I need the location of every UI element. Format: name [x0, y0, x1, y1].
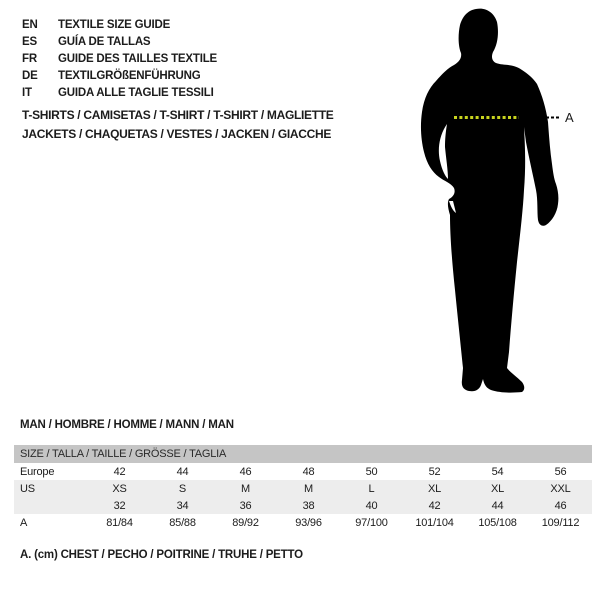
size-cell: 42	[113, 465, 126, 478]
size-cell: 38	[302, 499, 315, 512]
man-silhouette-svg	[390, 0, 600, 400]
language-code: DE	[22, 69, 38, 82]
language-row	[22, 50, 217, 67]
size-cell: 50	[365, 465, 378, 478]
size-cell: 89/92	[232, 516, 259, 529]
language-row	[22, 33, 217, 50]
row-label: US	[20, 482, 35, 495]
chest-measure-footnote: A. (cm) CHEST / PECHO / POITRINE / TRUHE / PETTO	[20, 549, 303, 561]
size-cell: 56	[554, 465, 567, 478]
size-cell: 46	[554, 499, 567, 512]
size-cell: 97/100	[355, 516, 388, 529]
language-code: IT	[22, 86, 32, 99]
size-cell: M	[241, 482, 250, 495]
language-title: TEXTILGRÖßENFÜHRUNG	[58, 69, 201, 82]
table-row-chest-cm	[14, 514, 592, 531]
size-cell: XS	[112, 482, 127, 495]
size-cell: M	[304, 482, 313, 495]
language-title: GUIDA ALLE TAGLIE TESSILI	[58, 86, 214, 99]
size-cell: 32	[113, 499, 126, 512]
language-list	[22, 16, 217, 101]
measure-marker-label: A	[565, 110, 574, 125]
size-cell: 85/88	[169, 516, 196, 529]
size-cell: 44	[491, 499, 504, 512]
man-silhouette	[421, 9, 558, 393]
section-title-man: MAN / HOMBRE / HOMME / MANN / MAN	[20, 419, 234, 431]
table-row-us	[14, 480, 592, 497]
size-cell: 34	[176, 499, 189, 512]
jackets-category-line: JACKETS / CHAQUETAS / VESTES / JACKEN / GIACCHE	[22, 127, 332, 141]
size-cell: XXL	[550, 482, 571, 495]
size-cell: 42	[428, 499, 441, 512]
size-cell: 48	[302, 465, 315, 478]
language-title: GUIDE DES TAILLES TEXTILE	[58, 52, 217, 65]
size-cell: 81/84	[106, 516, 133, 529]
size-table	[14, 445, 592, 531]
size-cell: 93/96	[295, 516, 322, 529]
language-code: EN	[22, 18, 38, 31]
man-silhouette-figure	[390, 0, 600, 400]
size-cell: 54	[491, 465, 504, 478]
garment-categories	[22, 106, 334, 144]
size-cell: 105/108	[478, 516, 517, 529]
language-row	[22, 16, 217, 33]
size-cell: 44	[176, 465, 189, 478]
row-label: Europe	[20, 465, 55, 478]
size-cell: 52	[428, 465, 441, 478]
size-cell: XL	[490, 482, 505, 495]
size-cell: XL	[427, 482, 442, 495]
size-table-header: SIZE / TALLA / TAILLE / GRÖSSE / TAGLIA	[14, 445, 592, 463]
language-code: ES	[22, 35, 37, 48]
size-cell: 101/104	[415, 516, 454, 529]
tshirts-category-line: T-SHIRTS / CAMISETAS / T-SHIRT / T-SHIRT / MAGLIETTE	[22, 108, 334, 122]
size-cell: 40	[365, 499, 378, 512]
language-code: FR	[22, 52, 37, 65]
language-row	[22, 67, 217, 84]
language-title: GUÍA DE TALLAS	[58, 35, 151, 48]
size-cell: 36	[239, 499, 252, 512]
table-row-alt-sizes	[14, 497, 592, 514]
language-title: TEXTILE SIZE GUIDE	[58, 18, 171, 31]
table-row-europe	[14, 463, 592, 480]
language-row	[22, 84, 217, 101]
size-cell: 109/112	[541, 516, 580, 529]
size-cell: 46	[239, 465, 252, 478]
row-label: A	[20, 516, 28, 529]
size-cell: L	[368, 482, 375, 495]
size-cell: S	[178, 482, 187, 495]
